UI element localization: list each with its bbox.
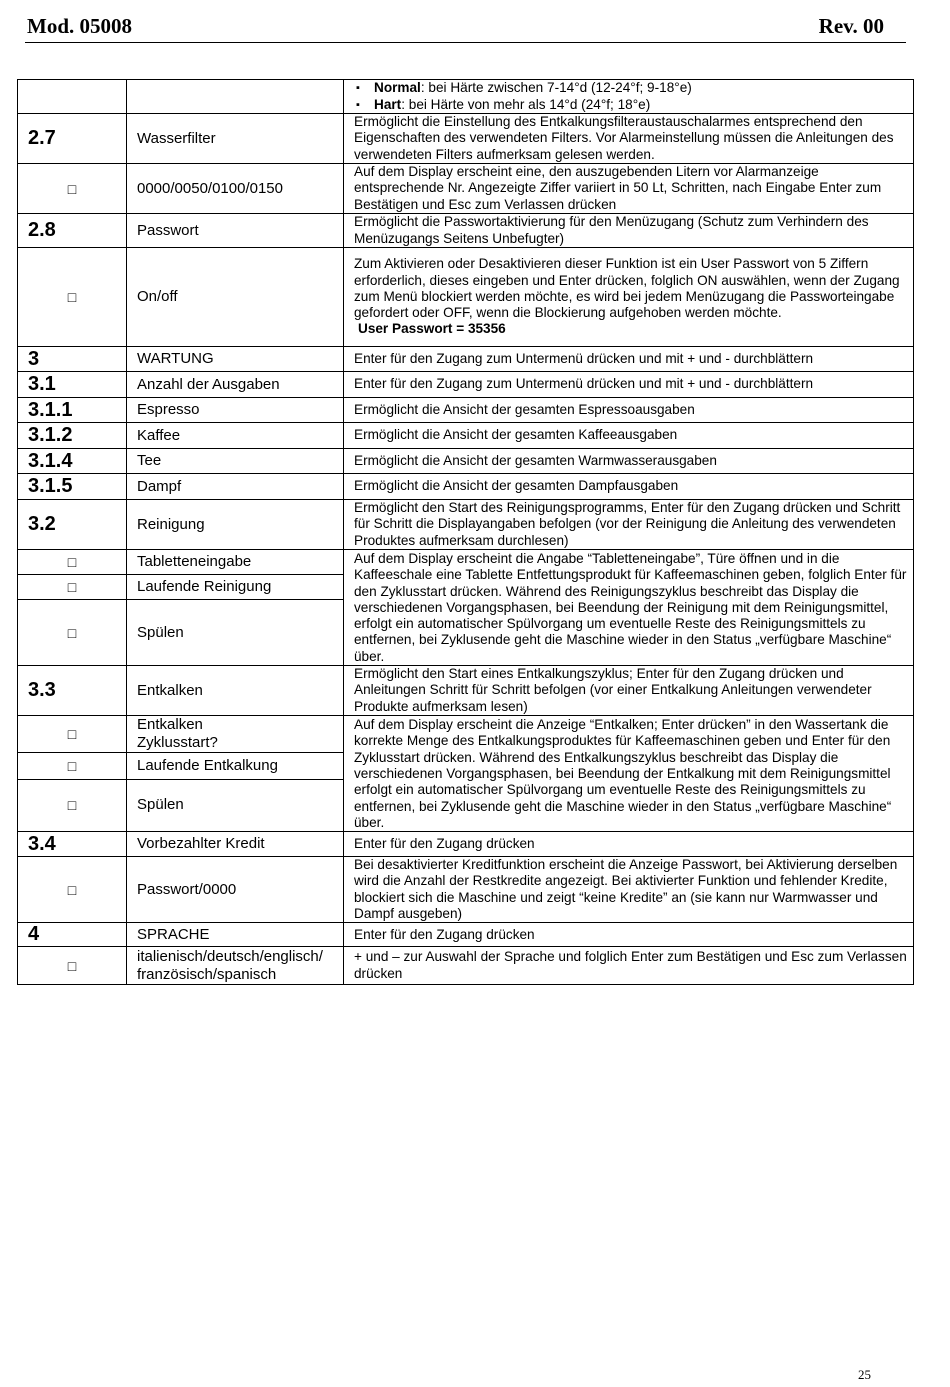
row-number: 3.3 — [28, 679, 56, 702]
row-name: Vorbezahlter Kredit — [137, 835, 265, 853]
header-rule — [25, 42, 906, 43]
checkbox-square-icon: □ — [67, 726, 77, 743]
checkbox-square-icon: □ — [67, 180, 77, 197]
table-row — [18, 716, 914, 753]
row-name: Tee — [137, 452, 162, 469]
checkbox-square-icon: □ — [67, 554, 77, 571]
row-number: 4 — [28, 923, 40, 946]
descaling-description: Auf dem Display erscheint die Anzeige “Entkalken; Enter drücken” in den Wassertank die korrekte Menge des Entkalkungsproduktes für Kaffeemaschinen geben und Enter für den Zyklusstart drücken. Während des Entkalkungszyklus beschreibt das Display die verschiedenen Vorgangsphasen, bei Beendung der Entkalkung mit dem Reinigungsmittel erfolgt ein automatischer Spülvorgang um eventuelle Reste des Reinigungsmittels zu entfernen, bei Zyklusende geht die Maschine wieder in den Status „verfügbare Maschine“ über. — [354, 717, 892, 830]
row-name: Entkalken — [137, 681, 203, 699]
row-name: Kaffee — [137, 426, 181, 444]
row-name: WARTUNG — [137, 350, 214, 367]
row-number: 3.1.5 — [28, 475, 73, 497]
row-name: Reinigung — [137, 515, 205, 533]
model-number: Mod. 05008 — [27, 14, 132, 38]
row-name: SPRACHE — [137, 925, 210, 943]
row-name: Passwort — [137, 221, 199, 239]
row-number: 3.1.4 — [28, 449, 73, 472]
row-name: Entkalken Zyklusstart? — [137, 716, 218, 752]
table-row — [18, 80, 914, 114]
user-password: User Passwort = 35356 — [358, 321, 506, 337]
table-row — [18, 347, 914, 372]
hardness-list — [344, 80, 913, 113]
table-row — [18, 164, 914, 214]
row-number: 2.7 — [28, 127, 56, 149]
row-description: Enter für den Zugang zum Untermenü drücken und mit + und - durchblättern — [354, 350, 814, 366]
row-number: 3.2 — [28, 513, 56, 535]
checkbox-square-icon: □ — [67, 957, 77, 974]
cleaning-description: Auf dem Display erscheint die Angabe “Tabletteneingabe”, Türe öffnen und in die Kaffeeschale eine Tablette Entfettungsprodukt für Kaffeemaschinen geben, folglich Enter für den Zyklusstart drücken. Während des Reinigungszyklus beschreibt das Display die verschiedenen Vorgangsphasen, bei Beendung der Reinigung mit dem Reinigungsmittel, erfolgt ein automatischer Spülvorgang um eventuelle Reste des Reinigungsmittels zu entfernen, bei Zyklusende geht die Maschine wieder in den Status „verfügbare Maschine“ über. — [354, 551, 907, 664]
checkbox-square-icon: □ — [67, 289, 77, 305]
row-number: 3 — [28, 347, 40, 370]
table-row — [18, 214, 914, 248]
row-name: Dampf — [137, 477, 182, 495]
row-description: Ermöglicht den Start eines Entkalkungszyklus; Enter für den Zugang drücken und Anleitungen Schritt für Schritt befolgen (vor einer Entkalkung Anleitungen verwendeter Produkte aufmerksam lesen) — [354, 666, 872, 714]
row-description: Enter für den Zugang drücken — [354, 926, 535, 942]
row-description: Auf dem Display erscheint eine, den auszugebenden Litern vor Alarmanzeige entsprechende Nr. Angezeigte Ziffer variiert in 50 Lt, Schritten, nach Eingabe Enter zum Bestätigen und Esc zum Verlassen drücken — [354, 164, 882, 212]
table-row — [18, 398, 914, 423]
list-item: ▪ Hart: bei Härte von mehr als 14°d (24°f; 18°e) — [360, 97, 913, 113]
row-number: 3.1 — [28, 373, 56, 395]
row-name: Spülen — [137, 623, 184, 641]
row-description: Ermöglicht die Ansicht der gesamten Warmwasserausgaben — [354, 452, 717, 468]
row-description: Ermöglicht den Start des Reinigungsprogramms, Enter für den Zugang drücken und Schritt für Schritt die Displayangaben befolgen (vor der Reinigung die Anleitung des verwendeten Produktes aufmerksam durchlesen) — [354, 500, 901, 548]
table-row — [18, 550, 914, 575]
page-number: 25 — [858, 1367, 871, 1382]
row-name: Passwort/0000 — [137, 880, 237, 898]
row-name: italienisch/deutsch/englisch/ französisch/spanisch — [137, 947, 323, 983]
table-row — [18, 372, 914, 398]
table-row — [18, 474, 914, 500]
menu-table — [17, 79, 914, 985]
row-number: 3.1.1 — [28, 398, 73, 421]
row-description: Zum Aktivieren oder Desaktivieren dieser Funktion ist ein User Passwort von 5 Ziffern erforderlich, dieses eingeben und Enter drücken, folglich ON auswählen, wenn der Zugang zum Menü blockiert werden möchte, es wird bei jedem Menüzugang die Passworteingabe gefordert oder OFF, wenn die Blockierung aufgehoben werden möchte. — [354, 256, 900, 321]
row-name: Tabletteneingabe — [137, 553, 252, 571]
row-description: Enter für den Zugang zum Untermenü drücken und mit + und - durchblättern — [354, 376, 814, 392]
row-description: + und – zur Auswahl der Sprache und folglich Enter zum Bestätigen und Esc zum Verlassen drücken — [354, 949, 907, 981]
row-name: Espresso — [137, 401, 200, 418]
row-description: Ermöglicht die Ansicht der gesamten Dampfausgaben — [354, 478, 679, 494]
row-name: Wasserfilter — [137, 129, 216, 147]
row-description: Bei desaktivierter Kreditfunktion erscheint die Anzeige Passwort, bei Aktivierung derselben wird die Anzahl der Restkredite angezeigt. Bei aktivierter Funktion und fehlender Kredite, blockiert sich die Maschine und zeigt “keine Kredite” an (sie kann nur Warmwasser und Dampf ausgeben) — [354, 857, 898, 922]
list-item: ▪ Normal: bei Härte zwischen 7-14°d (12-24°f; 9-18°e) — [360, 80, 913, 96]
row-description: Ermöglicht die Ansicht der gesamten Kaffeeausgaben — [354, 427, 678, 443]
row-name: Laufende Reinigung — [137, 578, 272, 596]
revision-number: Rev. 00 — [818, 14, 884, 38]
checkbox-square-icon: □ — [67, 579, 77, 596]
row-name: On/off — [137, 288, 178, 305]
row-description: Ermöglicht die Passwortaktivierung für den Menüzugang (Schutz zum Verhindern des Menüzugangs Seitens Unbefugter) — [354, 214, 869, 246]
row-number: 3.4 — [28, 832, 56, 855]
row-name: Anzahl der Ausgaben — [137, 375, 280, 393]
table-row — [18, 449, 914, 474]
table-row — [18, 857, 914, 923]
table-row — [18, 248, 914, 347]
checkbox-square-icon: □ — [67, 758, 77, 775]
checkbox-square-icon: □ — [67, 881, 77, 898]
row-name: Spülen — [137, 796, 184, 814]
table-row — [18, 114, 914, 164]
row-number: 2.8 — [28, 219, 56, 241]
table-row — [18, 832, 914, 857]
row-name: Laufende Entkalkung — [137, 757, 278, 775]
table-row — [18, 666, 914, 716]
row-description: Ermöglicht die Einstellung des Entkalkungsfilteraustauschalarmes entsprechend den Eigenschaften des verwendeten Filters. Vor Alarmeinstellung müssen die Anleitungen des verwendeten Filters aufmerksam gelesen werden. — [354, 114, 894, 162]
row-name: 0000/0050/0100/0150 — [137, 179, 283, 197]
table-row — [18, 923, 914, 947]
row-description: Ermöglicht die Ansicht der gesamten Espressoausgaben — [354, 401, 695, 417]
table-row — [18, 947, 914, 985]
checkbox-square-icon: □ — [67, 797, 77, 814]
row-number: 3.1.2 — [28, 424, 73, 446]
table-row — [18, 423, 914, 449]
checkbox-square-icon: □ — [67, 624, 77, 641]
row-description: Enter für den Zugang drücken — [354, 836, 535, 851]
table-row — [18, 500, 914, 550]
